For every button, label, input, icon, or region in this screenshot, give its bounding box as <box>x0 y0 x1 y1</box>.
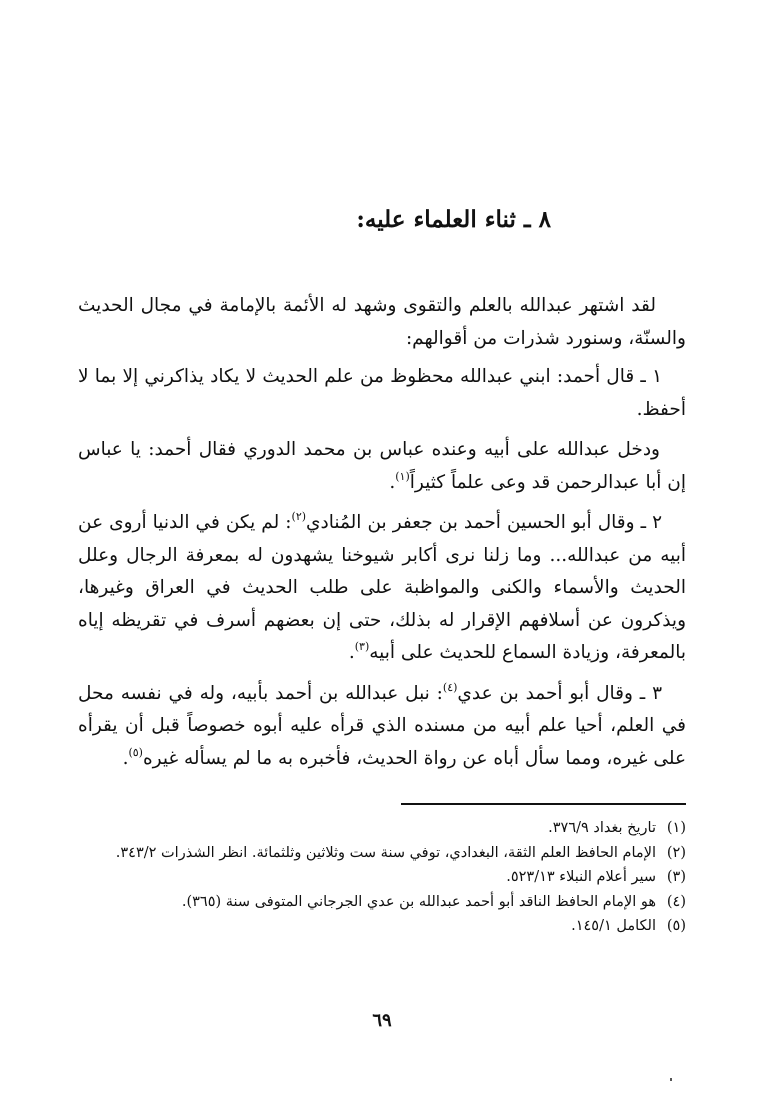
footnote-1 <box>78 816 686 841</box>
paragraph-end: . <box>389 471 396 493</box>
section-heading: ٨ ـ ثناء العلماء عليه: <box>356 206 551 233</box>
footnote-text: الإمام الحافظ العلم الثقة، البغدادي، توفي سنة ست وثلاثين وثلثمائة. انظر الشذرات ٣٤٣/٢. <box>115 844 656 861</box>
footnote-text: هو الإمام الحافظ الناقد أبو أحمد عبدالله بن عدي الجرجاني المتوفى سنة (٣٦٥). <box>181 893 656 910</box>
footnote-number: (٥) <box>666 918 686 934</box>
footnote-text: الكامل ١٤٥/١. <box>571 918 656 934</box>
paragraph-quote-2 <box>78 507 686 670</box>
footnote-number: (٢) <box>666 844 686 861</box>
footnote-3 <box>78 865 686 890</box>
paragraph-quote-1: ١ ـ قال أحمد: ابني عبدالله محظوظ من علم الحديث لا يكاد يذاكرني إلا بما لا أحفظ. <box>78 366 686 420</box>
main-text <box>78 290 686 783</box>
footnote-ref-1[interactable]: (١) <box>395 469 410 483</box>
footnote-divider <box>401 803 686 805</box>
footnote-number: (٤) <box>666 893 686 910</box>
footnote-ref-2[interactable]: (٢) <box>291 510 307 523</box>
footnote-4 <box>78 890 686 915</box>
footnote-2 <box>78 841 686 866</box>
footnote-5 <box>78 914 686 939</box>
paragraph-text: ٢ ـ وقال أبو الحسين أحمد بن جعفر بن المُنادي <box>306 512 662 533</box>
footnote-number: (١) <box>666 820 686 836</box>
footnote-ref-3[interactable]: (٣) <box>354 640 370 653</box>
paragraph-quote-3 <box>78 678 686 776</box>
paragraph-end: . <box>348 642 355 663</box>
paragraph-text: : لم يكن في الدنيا أروى عن أبيه من عبدالله... وما زلنا نرى أكابر شيوخنا يشهدون له بمعرفة الرجال وعلل الحديث والأسماء والكنى والمواظبة على طلب الحديث في العراق وغيرها، ويذكرون عن أسلافهم الإقرار له بذلك، حتى إن بعضهم أسرف في تقريظه إياه بالمعرفة، وزيادة السماع للحديث على أبيه <box>78 512 686 663</box>
footnote-number: (٣) <box>666 869 686 885</box>
paragraph-text: ٣ ـ وقال أبو أحمد بن عدي <box>457 682 662 704</box>
footnote-text: تاريخ بغداد ٣٧٦/٩. <box>548 820 656 836</box>
paragraph-abbas-anecdote <box>78 434 686 499</box>
paragraph-intro: لقد اشتهر عبدالله بالعلم والتقوى وشهد له الأئمة بالإمامة في مجال الحديث والسنّة، وسنورد شذرات من أقوالهم: <box>78 295 686 349</box>
footnote-ref-5[interactable]: (٥) <box>128 745 143 759</box>
footnote-ref-4[interactable]: (٤) <box>442 680 458 694</box>
page-number: ٦٩ <box>372 1010 392 1031</box>
footnotes-list <box>78 816 686 939</box>
paragraph-text: : نبل عبدالله بن أحمد بأبيه، وله في نفسه محل في العلم، أحيا علم أبيه من مسنده الذي قرأه عليه أبوه خصوصاً قبل أن يقرأه على غيره، ومما سأل أباه عن رواة الحديث، فأخبره به ما لم يسأله غيره <box>78 682 686 769</box>
scan-speck <box>670 1078 672 1081</box>
paragraph-text: ودخل عبدالله على أبيه وعنده عباس بن محمد الدوري فقال أحمد: يا عباس إن أبا عبدالرحمن قد وعى علماً كثيراً <box>78 439 686 493</box>
footnote-text: سير أعلام النبلاء ٥٢٣/١٣. <box>506 869 656 885</box>
paragraph-end: . <box>122 747 129 769</box>
